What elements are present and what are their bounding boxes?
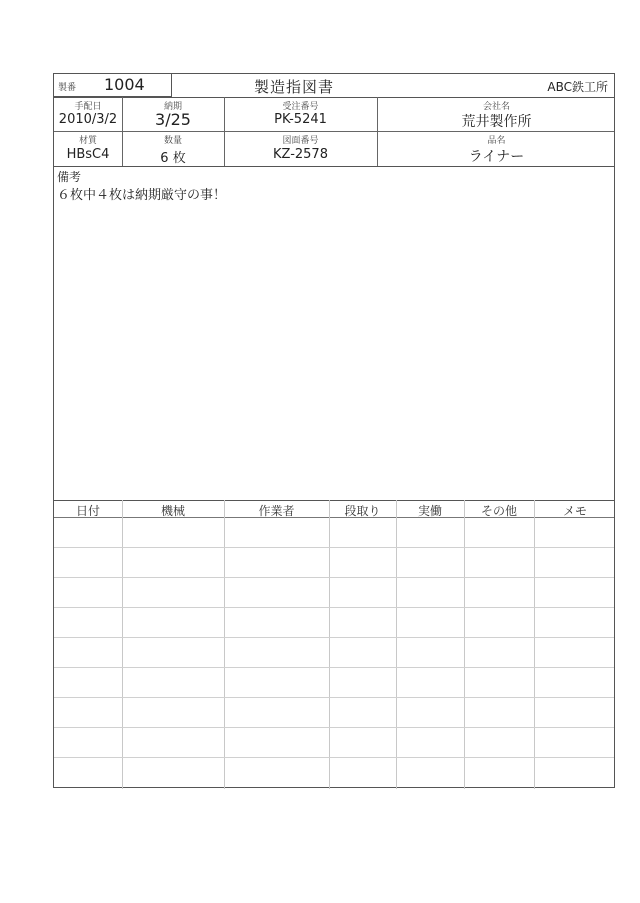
arrange-date-value: 2010/3/2 xyxy=(58,112,118,127)
product-name-value: ライナー xyxy=(468,149,525,165)
order-no-value: 1004 xyxy=(104,75,145,94)
col-machine: 機械 xyxy=(160,504,185,518)
log-row-line xyxy=(54,727,614,728)
col-actual: 実働 xyxy=(417,504,442,518)
product-name-label: 品名 xyxy=(487,136,506,146)
col-date: 日付 xyxy=(75,504,100,518)
customer-label: 会社名 xyxy=(482,102,510,112)
log-row-line xyxy=(54,547,614,548)
log-row-line xyxy=(54,637,614,638)
order-no-label: 製番 xyxy=(58,83,77,93)
remarks-label: 備考 xyxy=(57,170,82,184)
order-no-box xyxy=(54,74,172,97)
log-row-line xyxy=(54,607,614,608)
company-name: ABC鉄工所 xyxy=(547,80,608,94)
drawing-number-value: KZ-2578 xyxy=(273,147,328,162)
log-row-line xyxy=(54,667,614,668)
log-row-line xyxy=(54,697,614,698)
order-number-value: PK-5241 xyxy=(274,112,327,127)
col-other: その他 xyxy=(480,504,517,518)
document-title: 製造指図書 xyxy=(254,78,335,96)
material-label: 材質 xyxy=(78,136,97,146)
arrange-date-label: 手配日 xyxy=(74,102,102,112)
log-row-line xyxy=(54,757,614,758)
col-worker: 作業者 xyxy=(258,504,295,518)
quantity-label: 数量 xyxy=(163,136,182,146)
work-order-sheet xyxy=(53,73,615,788)
due-date-label: 納期 xyxy=(163,102,182,112)
drawing-number-label: 図面番号 xyxy=(282,136,319,146)
col-setup: 段取り xyxy=(344,504,381,518)
material-value: HBsC4 xyxy=(66,147,110,162)
remarks-text: ６枚中４枚は納期厳守の事！ xyxy=(57,188,227,203)
order-number-label: 受注番号 xyxy=(282,102,319,112)
customer-value: 荒井製作所 xyxy=(461,114,532,130)
col-memo: メモ xyxy=(562,504,587,518)
due-date-value: 3/25 xyxy=(155,110,191,129)
quantity-value: 6 枚 xyxy=(160,151,186,166)
log-row-line xyxy=(54,577,614,578)
